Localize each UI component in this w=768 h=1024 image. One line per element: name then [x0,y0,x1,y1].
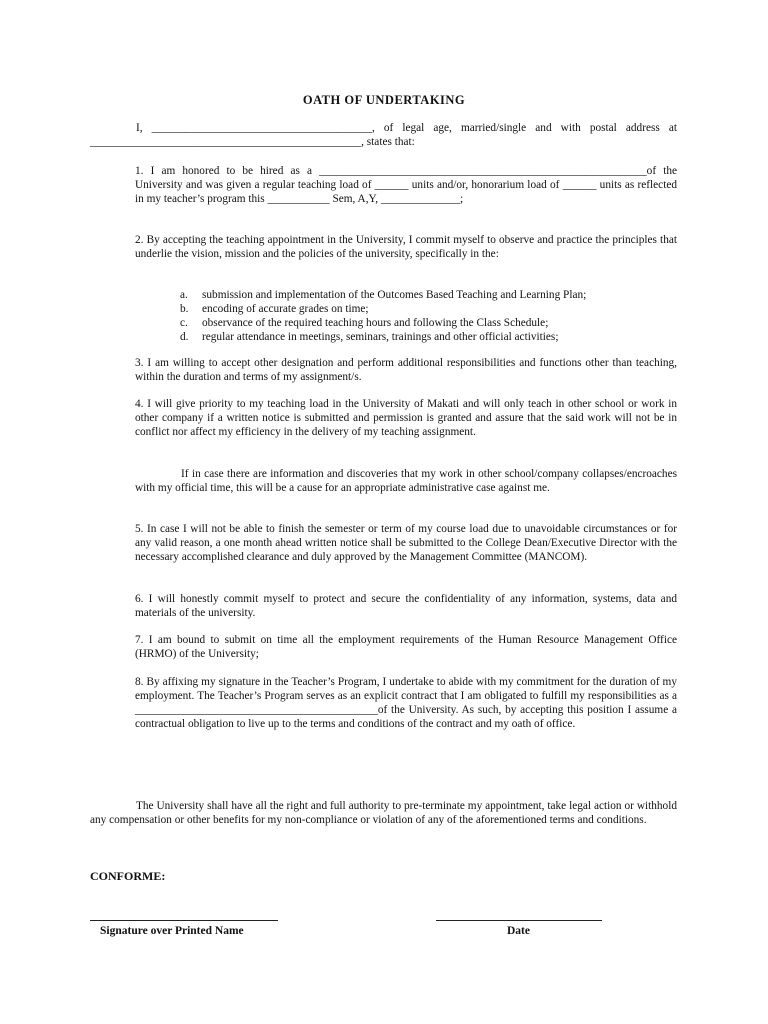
paragraph-1: 1. I am honored to be hired as a __________________________________________________________of the University and was given a regular teaching load of ______ units and/or, honorarium load of ______ units as reflected in my teacher’s program this ___________ Sem, A,Y, ______________; [135,165,677,205]
document-title: OATH OF UNDERTAKING [302,93,466,107]
list-text: submission and implementation of the Outcomes Based Teaching and Learning Plan; [202,289,587,301]
paragraph-6: 6. I will honestly commit myself to protect and secure the confidentiality of any information, systems, data and materials of the university. [135,593,677,619]
list-text: regular attendance in meetings, seminars, trainings and other official activities; [202,331,559,343]
intro-paragraph: I, _______________________________________, of legal age, married/single and with postal address at ________________________________________________, states that: [90,122,677,148]
paragraph-2: 2. By accepting the teaching appointment in the University, I commit myself to observe and practice the principles that underlie the vision, mission and the policies of the university, specifically in the: [135,234,677,260]
list-item [180,330,680,344]
list-text: observance of the required teaching hours and following the Class Schedule; [202,317,549,329]
list-item [180,316,680,330]
list-text: encoding of accurate grades on time; [202,303,369,315]
paragraph-5: 5. In case I will not be able to finish the semester or term of my course load due to unavoidable circumstances or for any valid reason, a one month ahead written notice shall be submitted to the College Dean/Executive Director with the necessary accomplished clearance and duly approved by the Management Committee (MANCOM). [135,523,677,563]
signature-line [90,920,278,921]
signature-label: Signature over Printed Name [100,925,244,937]
list-marker: d. [180,331,189,343]
paragraph-7: 7. I am bound to submit on time all the employment requirements of the Human Resource Management Office (HRMO) of the University; [135,634,677,660]
list-item [180,288,680,302]
date-label: Date [507,925,530,937]
list-marker: b. [180,303,189,315]
obligations-list [180,288,680,344]
paragraph-4: 4. I will give priority to my teaching load in the University of Makati and will only teach in other school or work in other company if a written notice is submitted and permission is granted and assure that the said work will not be in conflict nor affect my efficiency in the delivery of my teaching assignment. [135,398,677,438]
conforme-heading: CONFORME: [90,869,166,883]
list-item [180,302,680,316]
closing-paragraph: The University shall have all the right and full authority to pre-terminate my appointment, take legal action or withhold any compensation or other benefits for my non-compliance or violation of any of the aforementioned terms and conditions. [90,800,677,826]
list-marker: c. [180,317,188,329]
paragraph-4-continuation: If in case there are information and discoveries that my work in other school/company collapses/encroaches with my official time, this will be a cause for an appropriate administrative case against me. [135,468,677,494]
date-line [436,920,602,921]
paragraph-8: 8. By affixing my signature in the Teacher’s Program, I undertake to abide with my commitment for the duration of my employment. The Teacher’s Program serves as an explicit contract that I am obligated to fulfill my responsibilities as a ___________________________________________of the University. As such, by accepting this position I assume a contractual obligation to live up to the terms and conditions of the contract and my oath of office. [135,676,677,730]
paragraph-3: 3. I am willing to accept other designation and perform additional responsibilities and functions other than teaching, within the duration and terms of my assignment/s. [135,357,677,383]
list-marker: a. [180,289,188,301]
